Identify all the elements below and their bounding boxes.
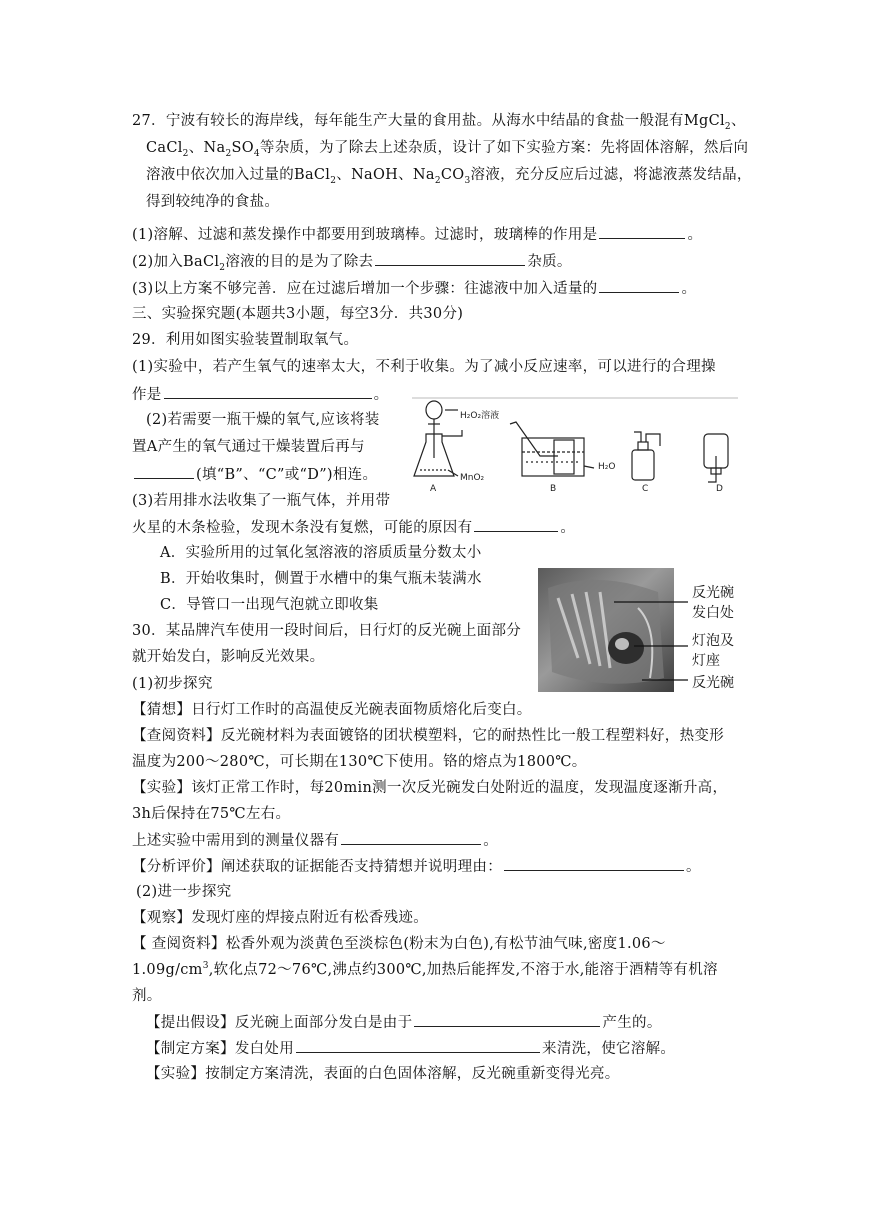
- answer-blank[interactable]: [296, 1038, 540, 1053]
- q30-section1: (1)初步探究: [132, 676, 213, 692]
- q29-part3-line2: 火星的木条检验，发现木条没有复燃，可能的原因有 。: [132, 517, 575, 538]
- apparatus-a-icon: [414, 401, 462, 476]
- h2o2-label: H₂O₂溶液: [460, 411, 500, 421]
- q30-experiment-line1: 【实验】该灯正常工作时，每20min测一次反光碗发白处附近的温度，发现温度逐渐升高，: [132, 780, 728, 796]
- headlight-photo: [538, 568, 742, 692]
- q27-part2: (2)加入BaCl$_2$溶液的目的是为了除去 杂质。: [132, 251, 572, 272]
- q29-option-b: B．开始收集时，侧置于水槽中的集气瓶未装满水: [160, 571, 482, 587]
- q29-option-a: A．实验所用的过氧化氢溶液的溶质质量分数太小: [160, 545, 482, 561]
- q30-reference2-line3: 剂。: [132, 988, 162, 1004]
- label-d: D: [716, 484, 723, 494]
- q29-part2-line3: (填“B”、“C”或“D”)相连。: [132, 464, 377, 485]
- q27-part1: (1)溶解、过滤和蒸发操作中都要用到玻璃棒。过滤时，玻璃棒的作用是 。: [132, 224, 702, 245]
- answer-blank[interactable]: [504, 856, 684, 871]
- q30-evaluation: 【分析评价】阐述获取的证据能否支持猜想并说明理由： 。: [132, 856, 701, 877]
- photo-label-reflector: 反光碗: [692, 585, 734, 601]
- q30-hypothesis: 【提出假设】反光碗上面部分发白是由于 产生的。: [146, 1012, 662, 1033]
- q30-plan: 【制定方案】发白处用 来清洗，使它溶解。: [146, 1038, 675, 1059]
- q30-experiment-line2: 3h后保持在75℃左右。: [132, 806, 291, 822]
- label-a: A: [430, 484, 437, 494]
- q30-stem-line1: 30．某品牌汽车使用一段时间后，日行灯的反光碗上面部分: [132, 623, 522, 639]
- answer-blank[interactable]: [134, 464, 194, 479]
- photo-label-bulb: 灯泡及: [692, 633, 734, 649]
- apparatus-b-icon: [510, 422, 594, 476]
- q27-part3: (3)以上方案不够完善．应在过滤后增加一个步骤：往滤液中加入适量的 。: [132, 278, 696, 299]
- q30-observation: 【观察】发现灯座的焊接点附近有松香残迹。: [132, 910, 429, 926]
- photo-label-reflector-2: 反光碗: [692, 675, 734, 691]
- q30-stem-line2: 就开始发白，影响反光效果。: [132, 649, 325, 665]
- q30-experiment2: 【实验】按制定方案清洗，表面的白色固体溶解，反光碗重新变得光亮。: [146, 1066, 620, 1082]
- q30-reference-line1: 【查阅资料】反光碗材料为表面镀铬的团状模塑料，它的耐热性比一般工程塑料好，热变形: [132, 728, 725, 744]
- apparatus-c-icon: [632, 432, 660, 480]
- q30-section2: (2)进一步探究: [136, 884, 232, 900]
- label-c: C: [642, 484, 649, 494]
- q30-guess: 【猜想】日行灯工作时的高温使反光碗表面物质熔化后变白。: [132, 702, 532, 718]
- h2o-label: H₂O: [598, 462, 616, 472]
- photo-label-whitened: 发白处: [692, 605, 734, 621]
- mno2-label: MnO₂: [460, 473, 485, 483]
- answer-blank[interactable]: [474, 517, 558, 532]
- q30-reference2-line1: 【 查阅资料】松香外观为淡黄色至淡棕色(粉末为白色),有松节油气味,密度1.06～: [132, 936, 666, 952]
- q29-part2-line2: 置A产生的氧气通过干燥装置后再与: [132, 439, 365, 455]
- q30-instruments: 上述实验中需用到的测量仪器有 。: [132, 830, 498, 851]
- apparatus-diagram: [412, 396, 742, 506]
- q30-reference-line2: 温度为200～280℃，可长期在130℃下使用。铬的熔点为1800℃。: [132, 754, 587, 770]
- answer-blank[interactable]: [341, 830, 481, 845]
- q29-part3-line1: (3)若用排水法收集了一瓶气体，并用带: [132, 493, 391, 509]
- label-b: B: [550, 484, 557, 494]
- answer-blank[interactable]: [375, 251, 525, 266]
- apparatus-d-icon: [704, 434, 728, 482]
- q27-stem-line4: 得到较纯净的食盐。: [146, 194, 280, 210]
- q27-stem-line3: 溶液中依次加入过量的BaCl$_2$、NaOH、$Na_2CO_3$溶液，充分反应后过滤，将滤液蒸发结晶，: [146, 167, 752, 186]
- q29-part2-line1: (2)若需要一瓶干燥的氧气,应该将装: [146, 412, 380, 428]
- answer-blank[interactable]: [599, 224, 685, 239]
- answer-blank[interactable]: [599, 278, 679, 293]
- section-heading: 三、实验探究题(本题共3小题，每空3分．共30分): [132, 306, 464, 322]
- answer-blank[interactable]: [414, 1012, 600, 1027]
- q30-reference2-line2: $1.09g/cm^3$,软化点72～76℃,沸点约300℃,加热后能挥发,不溶于水,能溶于酒精等有机溶: [132, 961, 718, 978]
- q29-part1-line1: (1)实验中，若产生氧气的速率太大，不利于收集。为了减小反应速率，可以进行的合理操: [132, 359, 716, 375]
- q27-stem-line2: CaCl$_2$、$Na_2SO_4$等杂质，为了除去上述杂质，设计了如下实验方案：先将固体溶解，然后向: [146, 140, 749, 159]
- q29-part1-line2: 作是 。: [132, 384, 388, 405]
- q27-stem-line1: 27．宁波有较长的海岸线，每年能生产大量的食用盐。从海水中结晶的食盐一般混有MgCl$_2$、: [132, 113, 746, 132]
- answer-blank[interactable]: [164, 384, 372, 399]
- q29-stem: 29．利用如图实验装置制取氧气。: [132, 332, 359, 348]
- photo-label-socket: 灯座: [692, 653, 720, 669]
- q29-option-c: C．导管口一出现气泡就立即收集: [160, 597, 379, 613]
